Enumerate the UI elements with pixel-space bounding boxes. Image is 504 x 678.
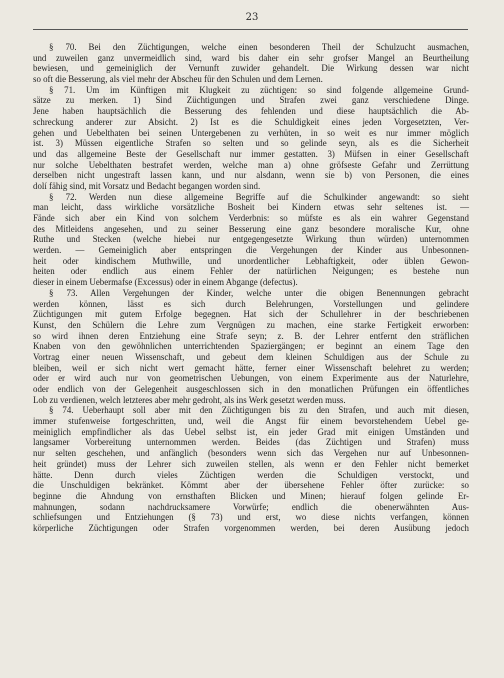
text-line: Vortrag einer neuen Wissenschaft, und gebeut dem kleinen Schuldigen aus der Schule zu bbox=[33, 351, 469, 362]
text-line: Züchtigungen mit gutem Erfolge begegnen. Hat sich der Schullehrer in der beschriebenen bbox=[33, 309, 469, 320]
text-line: heiten oder endlich aus einem Fehler der natürlichen Neigungen; es bestehe nun bbox=[33, 266, 469, 277]
text-line: schliefsungen und Entziehungen (§ 73) und erst, wo diese nichts verfangen, können bbox=[33, 512, 469, 523]
text-line: und zuweilen ganz unvermeidlich sind, ward bis daher ein sehr grofser Mangel an Beurtheilung bbox=[33, 52, 469, 63]
text-line: des Mitleidens angesehen, und zu seiner Besserung eine ganz besondere moralische Kur, ohne bbox=[33, 223, 469, 234]
text-line: Kunst, den Schülern die Lehre zum Vergnügen zu machen, eine starke Fertigkeit erworben: bbox=[33, 319, 469, 330]
text-line: dolí fähig sind, mit Vorsatz und Bedacht begangen worden sind. bbox=[33, 180, 261, 191]
text-line: heit oder kindischem Muthwille, und unordentlicher Lebhaftigkeit, oder üblen Gewon- bbox=[33, 255, 469, 266]
text-line: § 73. Allen Vergehungen der Kinder, welche unter die obigen Benennungen gebracht bbox=[49, 287, 469, 298]
body-text bbox=[33, 42, 469, 534]
header-rule bbox=[33, 29, 468, 30]
text-line: mahnungen, sodann nachdrucksamere Vorwürfe; endlich die obenerwähnten Aus- bbox=[33, 501, 469, 512]
text-line: § 71. Um im Künftigen mit Klugkeit zu züchtigen: so sind folgende allgemeine Grund- bbox=[49, 84, 469, 95]
text-line: beginne die Ahndung von ernsthaften Blicken und Minen; hierauf folgen gelinde Er- bbox=[33, 490, 469, 501]
text-line: langsamer Vorbereitung unternommen werden. Beides (das Züchtigen und Strafen) muss bbox=[33, 437, 469, 448]
text-line: Fände sich aber ein Kind von solchem Verderbnis: so müfste es als ein wahrer Gegenstand bbox=[33, 213, 469, 223]
text-line: Knaben von den gewöhnlichen unterrichtenden Spaziergängen; er beginnt an einem Tage den bbox=[33, 341, 469, 352]
text-line: Lob zu verdienen, welch letzteres aber mehr gedroht, als ins Werk gesetzt werden muss. bbox=[33, 394, 346, 405]
text-line: hätte. Denn durch vieles Züchtigen werden die Schuldigen verstockt, und bbox=[33, 469, 469, 480]
text-line: derselben nicht ungestraft lassen kann, und nur alsdann, wenn sie b) von Personen, die eines bbox=[33, 170, 469, 181]
text-line: nur selten geschehen, und anfänglich (besonders wenn sich das Vergehen nur auf Unbesonnen- bbox=[33, 448, 469, 459]
text-line: so wird ihnen deren Entziehung eine Strafe seyn; z. B. der Lehrer entfernt den sträflichen bbox=[33, 330, 469, 341]
text-line: schreckung anderer zur Absicht. 2) Ist es die Schuldigkeit eines jeden Vorgesetzten, Ver- bbox=[33, 116, 469, 127]
text-line: meiniglich empfindlicher als das Uebel selbst ist, ein jeder Grad mit einigen Umständen und bbox=[33, 426, 469, 437]
page-number: 23 bbox=[245, 12, 259, 23]
text-line: oder er wird auch nur von geometrischen Uebungen, von einem Experimente aus der Naturlehre, bbox=[33, 373, 469, 384]
text-line: bleiben, weil er sich nicht wert gemacht hätte, ferner einer Wissenschaft belehret zu werden; bbox=[33, 362, 469, 373]
text-line: die Unschuldigen bekränket. Kömmt aber der übersehene Fehler öfter zurücke: so bbox=[33, 480, 469, 491]
text-line: bewiesen, und gemeiniglich der Vernunft zuwider gehandelt. Die Wirkung dessen war nicht bbox=[33, 63, 469, 74]
text-line: § 74. Ueberhaupt soll aber mit den Züchtigungen bis zu den Strafen, und auch mit diesen, bbox=[49, 405, 469, 416]
text-line: man leicht, dass wirkliche vorsätzliche Bosheit bei Kindern etwas sehr seltenes ist. — bbox=[33, 202, 469, 213]
text-line: § 72. Werden nun diese allgemeine Begriffe auf die Schulkinder angewandt: so sieht bbox=[49, 191, 469, 202]
text-line: ist. 3) Müssen eigentliche Strafen so selten und so gelinde seyn, als es die Sicherheit bbox=[33, 138, 469, 149]
text-line: werden. — Gemeiniglich aber entspringen die Vergehungen der Kinder aus Unbesonnen- bbox=[33, 245, 469, 256]
text-line: und das allgemeine Beste der Gesellschaft nur immer gestatten. 3) Müfsen in einer Gesellschaft bbox=[33, 148, 469, 159]
text-line: körperliche Züchtigungen oder Strafen vorgenommen werden, bei deren Ausübung jedoch bbox=[33, 522, 469, 533]
text-line: Ruthe und Stecken (welche hiebei nur entgegengesetzte Wirkung thun würden) unternommen bbox=[33, 234, 469, 245]
text-line: dieser in einem Uebermafse (Excessus) oder in einem Abgange (defectus). bbox=[33, 277, 298, 288]
text-line: § 70. Bei den Züchtigungen, welche einen besonderen Theil der Schulzucht ausmachen, bbox=[49, 42, 469, 52]
text-line: so oft die Besserung, als viel mehr der Abscheu für den Schulen und dem Lernen. bbox=[33, 74, 323, 85]
text-line: sätze zu merken. 1) Sind Züchtigungen und Strafen zwei ganz verschiedene Dinge. bbox=[33, 95, 469, 106]
text-line: Jene haben hauptsächlich die Besserung des fehlenden und diese hauptsächlich die Ab- bbox=[33, 106, 469, 117]
text-line: immer stufenweise fortgeschritten, und, weil die Angst für einem bevorstehendem Uebel ge- bbox=[33, 416, 469, 427]
text-line: heit gründet) muss der Lehrer sich zuweilen stellen, als wenn er den Fehler nicht bemerket bbox=[33, 458, 469, 469]
text-line: oder endlich von der Gelegenheit ausgeschlossen sich in den monatlichen Prüfungen ein öffentliches bbox=[33, 384, 469, 394]
text-line: nur solche Uebelthaten bestrafet werden, welche man a) ohne gröfseste Gefahr und Zerrüttung bbox=[33, 159, 469, 170]
text-line: werden können, lässt es sich durch Belehrungen, Vorstellungen und gelindere bbox=[33, 298, 469, 309]
text-line: gehen und Uebelthaten bei seinen Untergebenen zu verhüten, in so weit es nur immer möglich bbox=[33, 127, 469, 138]
